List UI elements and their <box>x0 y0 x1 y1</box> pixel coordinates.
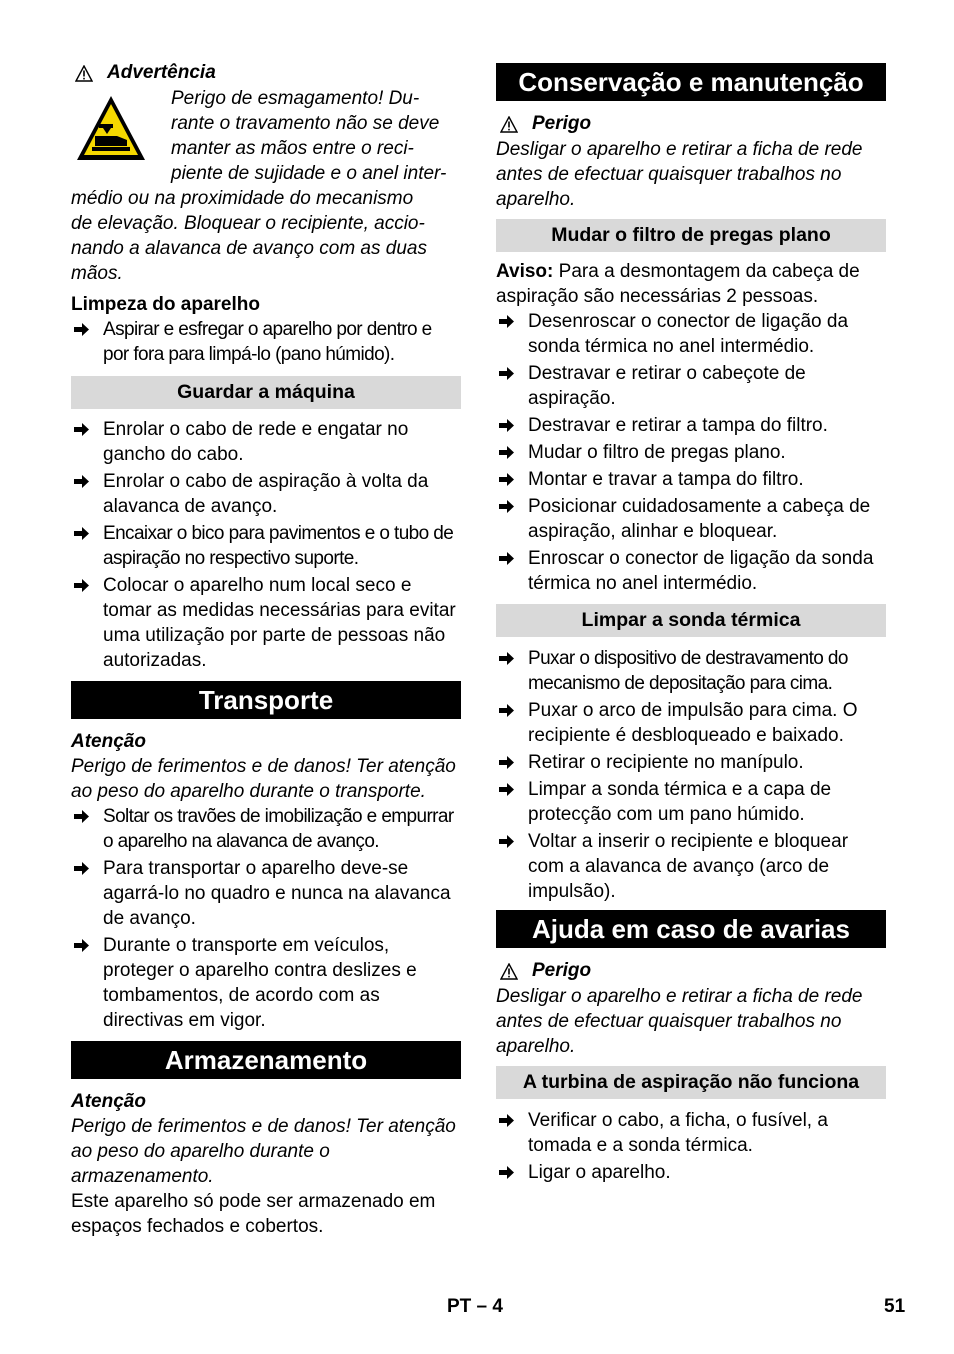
arrow-right-icon <box>498 551 515 566</box>
list-item: Voltar a inserir o recipiente e bloquear com a alavanca de avanço (arco de impulsão). <box>496 829 886 904</box>
list-item: Soltar os travões de imobilização e empurrar o aparelho na alavanca de avanço. <box>71 804 461 854</box>
warning-line: piente de sujidade e o anel inter- <box>171 163 447 184</box>
danger-text: Desligar o aparelho e retirar a ficha de rede antes de efectuar quaisquer trabalhos no aparelho. <box>496 986 863 1057</box>
arrow-right-icon <box>498 782 515 797</box>
danger-title: Perigo <box>532 113 592 134</box>
section-header-help: Ajuda em caso de avarias <box>496 910 886 948</box>
cleaning-list <box>71 317 461 367</box>
section-header-filter: Mudar o filtro de pregas plano <box>496 219 886 252</box>
arrow-right-icon <box>498 445 515 460</box>
cleaning-title: Limpeza do aparelho <box>71 294 260 315</box>
probe-list <box>496 646 886 904</box>
warning-line: de elevação. Bloquear o recipiente, accio- <box>71 213 425 234</box>
warning-line: manter as mãos entre o reci- <box>171 138 414 159</box>
filter-note-label: Aviso: <box>496 261 554 282</box>
section-header-turbine: A turbina de aspiração não funciona <box>496 1066 886 1099</box>
arrow-right-icon <box>498 1113 515 1128</box>
arrow-right-icon <box>498 314 515 329</box>
danger-title: Perigo <box>532 960 592 981</box>
footer-language-page: PT – 4 <box>447 1296 503 1317</box>
section-header-probe: Limpar a sonda térmica <box>496 604 886 637</box>
warning-block <box>71 86 461 286</box>
list-item: Puxar o dispositivo de destravamento do mecanismo de depositação para cima. <box>496 646 886 696</box>
list-item: Mudar o filtro de pregas plano. <box>496 440 886 465</box>
armaz-attention-text: Perigo de ferimentos e de danos! Ter atenção ao peso do aparelho durante o armazenamento. <box>71 1116 456 1187</box>
filter-list <box>496 309 886 596</box>
storage-machine-list <box>71 417 461 673</box>
arrow-right-icon <box>498 1165 515 1180</box>
warning-line: nando a alavanca de avanço com as duas <box>71 238 427 259</box>
transport-list <box>71 804 461 1033</box>
section-header-transport: Transporte <box>71 681 461 719</box>
warning-heading <box>71 60 461 86</box>
danger-text: Desligar o aparelho e retirar a ficha de rede antes de efectuar quaisquer trabalhos no aparelho. <box>496 139 863 210</box>
filter-note-text: Para a desmontagem da cabeça de aspiração são necessárias 2 pessoas. <box>496 261 860 307</box>
list-item: Puxar o arco de impulsão para cima. O recipiente é desbloqueado e baixado. <box>496 698 886 748</box>
section-header-armazenamento: Armazenamento <box>71 1041 461 1079</box>
armaz-text: Este aparelho só pode ser armazenado em espaços fechados e cobertos. <box>71 1191 436 1237</box>
warning-line: rante o travamento não se deve <box>171 113 440 134</box>
warning-triangle-icon <box>500 963 518 980</box>
arrow-right-icon <box>73 422 90 437</box>
list-item: Aspirar e esfregar o aparelho por dentro e por fora para limpá-lo (pano húmido). <box>71 317 461 367</box>
list-item: Limpar a sonda térmica e a capa de protecção com um pano húmido. <box>496 777 886 827</box>
list-item: Desenroscar o conector de ligação da sonda térmica no anel intermédio. <box>496 309 886 359</box>
arrow-right-icon <box>73 861 90 876</box>
crush-hazard-hand-icon <box>75 94 147 166</box>
armaz-attention-title: Atenção <box>71 1091 146 1112</box>
list-item: Verificar o cabo, a ficha, o fusível, a tomada e a sonda térmica. <box>496 1108 886 1158</box>
section-header-storage-machine: Guardar a máquina <box>71 376 461 409</box>
warning-line: Perigo de esmagamento! Du- <box>171 88 420 109</box>
list-item: Enrolar o cabo de rede e engatar no gancho do cabo. <box>71 417 461 467</box>
turbine-list <box>496 1108 886 1185</box>
danger-heading <box>496 111 886 137</box>
list-item: Enrolar o cabo de aspiração à volta da alavanca de avanço. <box>71 469 461 519</box>
warning-line: mãos. <box>71 263 123 284</box>
transport-attention-text: Perigo de ferimentos e de danos! Ter atenção ao peso do aparelho durante o transporte. <box>71 756 456 802</box>
list-item: Posicionar cuidadosamente a cabeça de aspiração, alinhar e bloquear. <box>496 494 886 544</box>
arrow-right-icon <box>498 472 515 487</box>
arrow-right-icon <box>498 418 515 433</box>
warning-title: Advertência <box>107 62 216 83</box>
list-item: Encaixar o bico para pavimentos e o tubo de aspiração no respectivo suporte. <box>71 521 461 571</box>
list-item: Colocar o aparelho num local seco e tomar as medidas necessárias para evitar uma utilização por parte de pessoas não autorizadas. <box>71 573 461 673</box>
list-item: Montar e travar a tampa do filtro. <box>496 467 886 492</box>
footer-page-number: 51 <box>884 1296 906 1317</box>
arrow-right-icon <box>498 755 515 770</box>
list-item: Destravar e retirar o cabeçote de aspiração. <box>496 361 886 411</box>
arrow-right-icon <box>498 651 515 666</box>
right-column <box>496 63 886 1187</box>
list-item: Destravar e retirar a tampa do filtro. <box>496 413 886 438</box>
arrow-right-icon <box>73 578 90 593</box>
arrow-right-icon <box>498 499 515 514</box>
arrow-right-icon <box>73 322 90 337</box>
left-column <box>71 60 461 1239</box>
arrow-right-icon <box>73 809 90 824</box>
list-item: Durante o transporte em veículos, proteger o aparelho contra deslizes e tombamentos, de acordo com as directivas em vigor. <box>71 933 461 1033</box>
arrow-right-icon <box>498 366 515 381</box>
warning-triangle-icon <box>500 116 518 133</box>
arrow-right-icon <box>73 526 90 541</box>
list-item: Enroscar o conector de ligação da sonda térmica no anel intermédio. <box>496 546 886 596</box>
arrow-right-icon <box>73 474 90 489</box>
arrow-right-icon <box>498 703 515 718</box>
section-header-maintenance: Conservação e manutenção <box>496 63 886 101</box>
filter-note <box>496 259 886 309</box>
transport-attention-title: Atenção <box>71 731 146 752</box>
list-item: Ligar o aparelho. <box>496 1160 886 1185</box>
list-item: Retirar o recipiente no manípulo. <box>496 750 886 775</box>
arrow-right-icon <box>73 938 90 953</box>
danger-heading <box>496 958 886 984</box>
list-item: Para transportar o aparelho deve-se agarrá-lo no quadro e nunca na alavanca de avanço. <box>71 856 461 931</box>
warning-line: médio ou na proximidade do mecanismo <box>71 188 414 209</box>
arrow-right-icon <box>498 834 515 849</box>
warning-triangle-icon <box>75 65 93 82</box>
